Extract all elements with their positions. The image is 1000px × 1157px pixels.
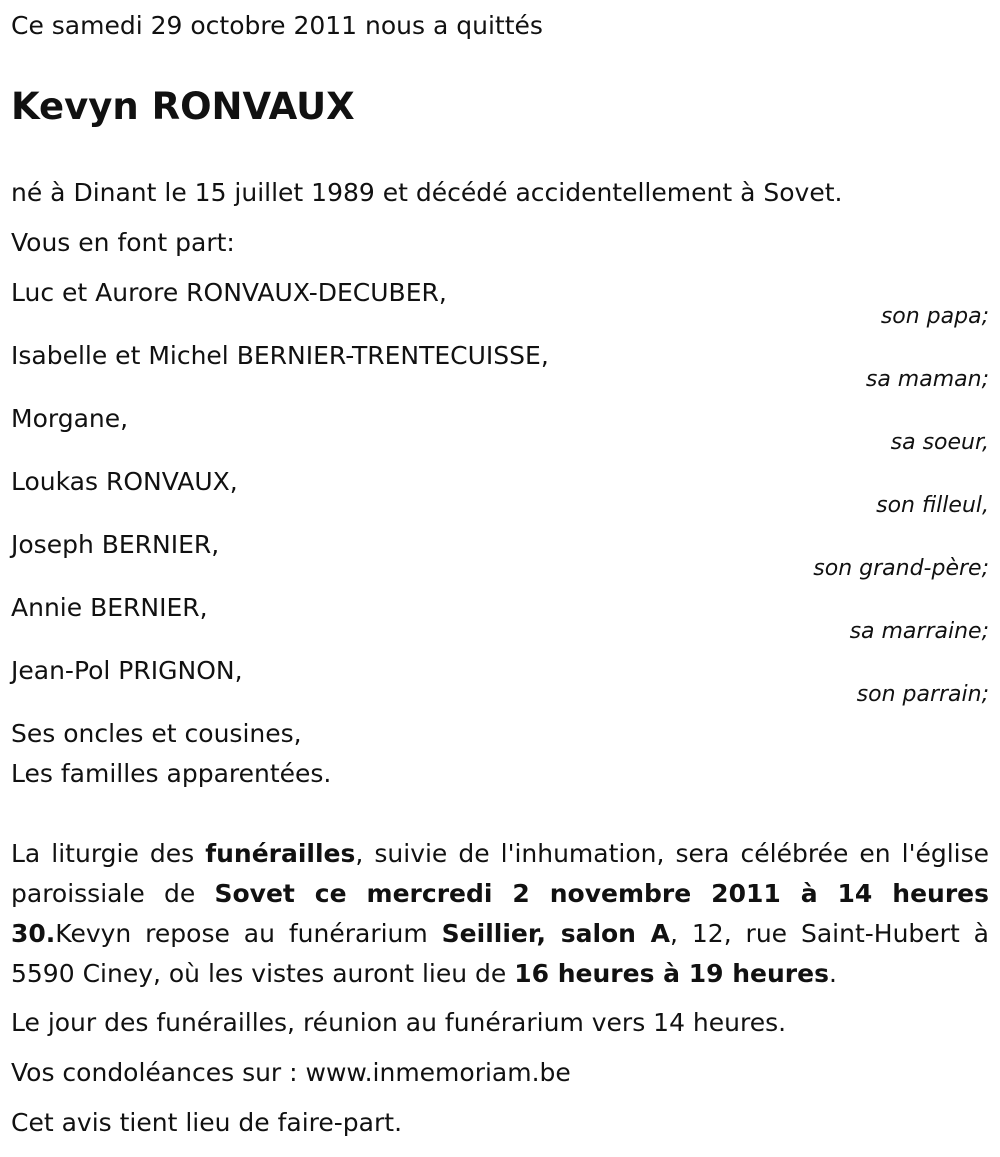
intro-line: Ce samedi 29 octobre 2011 nous a quittés: [11, 11, 543, 40]
family-member-name: Jean-Pol PRIGNON,: [11, 656, 243, 685]
birth-death-line: né à Dinant le 15 juillet 1989 et décédé accidentellement à Sovet.: [11, 178, 843, 207]
closing-line: Cet avis tient lieu de faire-part.: [11, 1108, 403, 1137]
family-member-role: sa marraine;: [849, 619, 989, 644]
family-member-name: Loukas RONVAUX,: [11, 467, 238, 496]
families-line: Les familles apparentées.: [11, 759, 332, 788]
family-member-role: son papa;: [880, 304, 989, 329]
deceased-name: Kevyn RONVAUX: [11, 85, 355, 128]
family-member-name: Morgane,: [11, 404, 129, 433]
family-member-role: son parrain;: [856, 682, 989, 707]
family-member-name: Isabelle et Michel BERNIER-TRENTECUISSE,: [11, 341, 549, 370]
uncles-line: Ses oncles et cousines,: [11, 719, 302, 748]
meeting-line: Le jour des funérailles, réunion au funérarium vers 14 heures.: [11, 1008, 787, 1037]
family-member-role: son filleul,: [876, 493, 989, 518]
family-member-name: Luc et Aurore RONVAUX-DECUBER,: [11, 278, 447, 307]
family-member-role: sa soeur,: [890, 430, 989, 455]
condolences-line: Vos condoléances sur : www.inmemoriam.be: [11, 1058, 571, 1087]
family-member-role: son grand-père;: [813, 556, 989, 581]
family-member-role: sa maman;: [865, 367, 989, 392]
funeral-paragraph: La liturgie des funérailles, suivie de l'inhumation, sera célébrée en l'église paroissiale de Sovet ce mercredi 2 novembre 2011 à 14 heures 30.Kevyn repose au funérarium Seillier, salon A, 12, rue Saint-Hubert à 5590 Ciney, où les vistes auront lieu de 16 heures à 19 heures.: [11, 839, 990, 988]
family-member-name: Annie BERNIER,: [11, 593, 208, 622]
family-member-name: Joseph BERNIER,: [11, 530, 220, 559]
announce-line: Vous en font part:: [11, 228, 235, 257]
